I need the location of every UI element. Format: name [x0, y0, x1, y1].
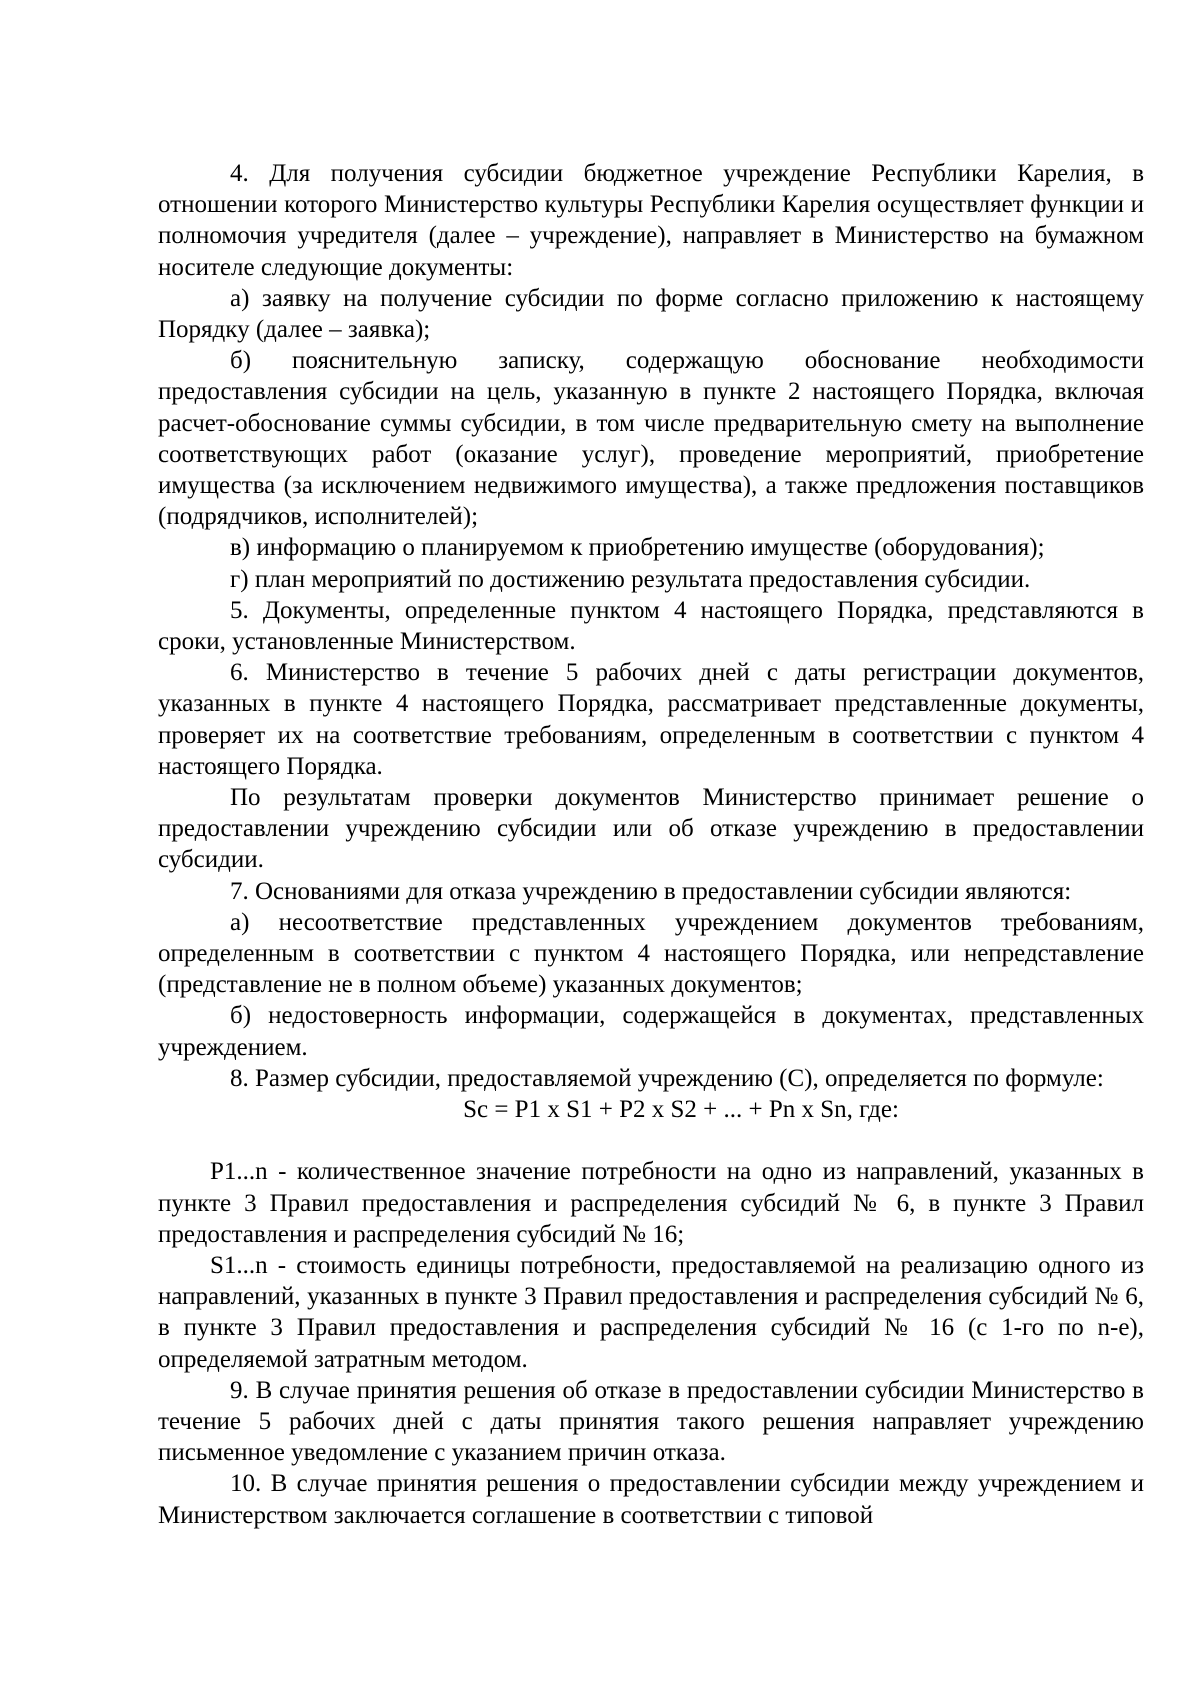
paragraph-item-6: 6. Министерство в течение 5 рабочих дней с даты регистрации документов, указанных в пункте 4 настоящего Порядка, рассматривает представленные документы, проверяет их на соответствие требованиям, определенным в соответствии с пунктом 4 настоящего Порядка.: [158, 659, 1144, 780]
paragraph-item-4: 4. Для получения субсидии бюджетное учреждение Республики Карелия, в отношении которого Министерство культуры Республики Карелия осуществляет функции и полномочия учредителя (далее – учреждение), направляет в Министерство на бумажном носителе следующие документы:: [158, 160, 1144, 281]
paragraph-item-10: 10. В случае принятия решения о предоставлении субсидии между учреждением и Министерством заключается соглашение в соответствии с типовой: [158, 1470, 1144, 1529]
subsidy-formula: Sc = P1 x S1 + P2 x S2 + ... + Pn x Sn, где:: [463, 1096, 899, 1124]
paragraph-subitem-v: в) информацию о планируемом к приобретению имуществе (оборудования);: [230, 534, 1045, 562]
formula-legend-p: P1...n - количественное значение потребности на одно из направлений, указанных в пункте 3 Правил предоставления и распределения субсидий № 6, в пункте 3 Правил предоставления и распределения субсидий № 16;: [158, 1158, 1144, 1248]
paragraph-subitem-a: а) заявку на получение субсидии по форме согласно приложению к настоящему Порядку (далее – заявка);: [158, 284, 1144, 344]
paragraph-item-5: 5. Документы, определенные пунктом 4 настоящего Порядка, представляются в сроки, установленные Министерством.: [158, 596, 1144, 656]
paragraph-item-7-a: а) несоответствие представленных учреждением документов требованиям, определенным в соответствии с пунктом 4 настоящего Порядка, или непредставление (представление не в полном объеме) указанных документов;: [158, 908, 1144, 999]
document-body: [158, 158, 1144, 1531]
formula-legend-s: S1...n - стоимость единицы потребности, предоставляемой на реализацию одного из направлений, указанных в пункте 3 Правил предоставления и распределения субсидий № 6, в пункте 3 Правил предоставления и распределения субсидий № 16 (с 1-го по n-е), определяемой затратным методом.: [158, 1251, 1144, 1373]
paragraph-subitem-b: б) пояснительную записку, содержащую обоснование необходимости предоставления субсидии на цель, указанную в пункте 2 настоящего Порядка, включая расчет-обоснование суммы субсидии, в том числе предварительную смету на выполнение соответствующих работ (оказание услуг), проведение мероприятий, приобретение имущества (за исключением недвижимого имущества), а также предложения поставщиков (подрядчиков, исполнителей);: [158, 347, 1144, 531]
paragraph-item-6-result: По результатам проверки документов Министерство принимает решение о предоставлении учреждению субсидии или об отказе учреждению в предоставлении субсидии.: [158, 784, 1144, 874]
paragraph-subitem-g: г) план мероприятий по достижению результата предоставления субсидии.: [230, 565, 1031, 593]
paragraph-item-7: 7. Основаниями для отказа учреждению в предоставлении субсидии являются:: [230, 877, 1072, 905]
paragraph-item-7-b: б) недостоверность информации, содержащейся в документах, представленных учреждением.: [158, 1002, 1144, 1061]
paragraph-item-8: 8. Размер субсидии, предоставляемой учреждению (С), определяется по формуле:: [230, 1064, 1104, 1092]
paragraph-item-9: 9. В случае принятия решения об отказе в предоставлении субсидии Министерство в течение 5 рабочих дней с даты принятия такого решения направляет учреждению письменное уведомление с указанием причин отказа.: [158, 1376, 1144, 1467]
